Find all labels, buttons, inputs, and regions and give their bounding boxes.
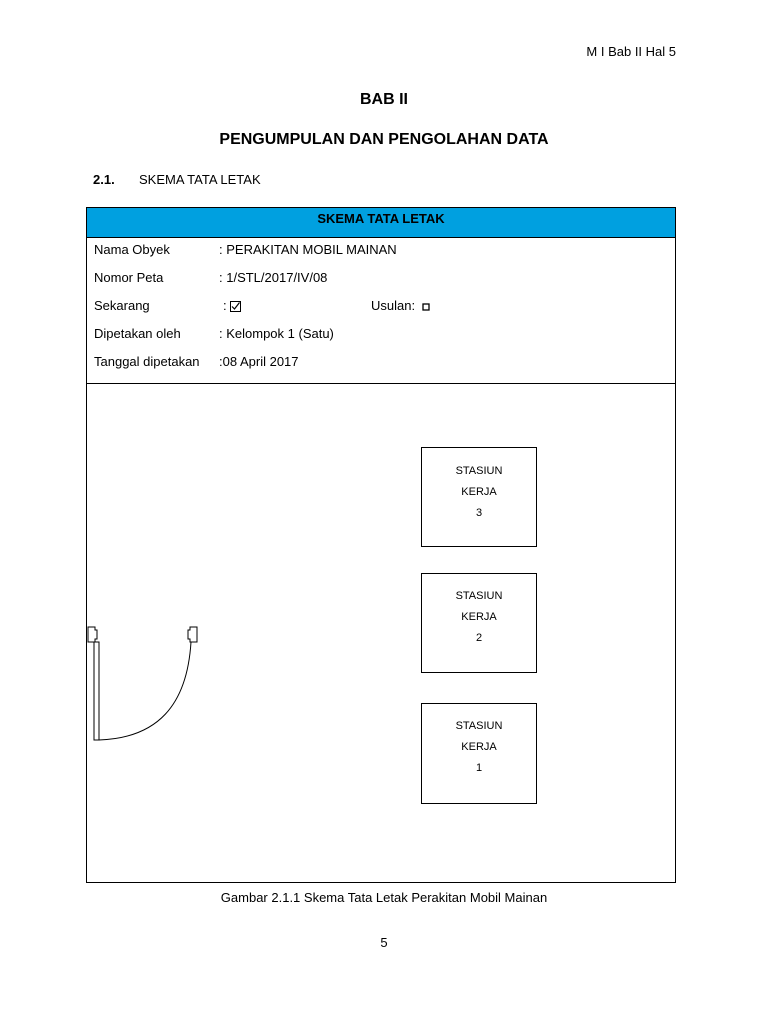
row-value-nama-obyek: : PERAKITAN MOBIL MAINAN [219, 242, 397, 257]
layout-table-frame [86, 207, 676, 883]
door-swing-icon [87, 626, 207, 746]
work-station-1 [421, 703, 537, 804]
page-header-ref: M I Bab II Hal 5 [586, 44, 676, 59]
row-value-tanggal: :08 April 2017 [219, 354, 299, 369]
row-value-dipetakan-oleh: : Kelompok 1 (Satu) [219, 326, 334, 341]
work-station-3 [421, 447, 537, 547]
table-divider [87, 383, 675, 384]
station-3-line1: STASIUN [455, 465, 503, 477]
row-value-nomor-peta: : 1/STL/2017/IV/08 [219, 270, 328, 285]
chapter-title: PENGUMPULAN DAN PENGOLAHAN DATA [219, 131, 549, 148]
figure-caption: Gambar 2.1.1 Skema Tata Letak Perakitan Mobil Mainan [220, 890, 548, 905]
page-number: 5 [380, 935, 388, 950]
station-2-number: 2 [475, 632, 483, 644]
row-label-sekarang: Sekarang [94, 298, 150, 313]
row-label-nama-obyek: Nama Obyek [94, 242, 170, 257]
station-1-line1: STASIUN [455, 720, 503, 732]
section-title: SKEMA TATA LETAK [139, 172, 261, 187]
station-2-line2: KERJA [461, 611, 497, 623]
row-label-nomor-peta: Nomor Peta [94, 270, 164, 285]
checked-box-icon [230, 301, 241, 312]
usulan-field [371, 298, 430, 313]
usulan-label: Usulan: [371, 298, 416, 313]
station-2-line1: STASIUN [455, 590, 503, 602]
station-3-number: 3 [475, 507, 483, 519]
unchecked-box-icon [422, 303, 430, 311]
sekarang-value [223, 298, 241, 313]
sekarang-colon: : [223, 298, 227, 313]
section-number: 2.1. [93, 172, 115, 187]
row-label-dipetakan-oleh: Dipetakan oleh [94, 326, 181, 341]
station-1-line2: KERJA [461, 741, 497, 753]
table-header: SKEMA TATA LETAK [87, 208, 675, 238]
row-label-tanggal: Tanggal dipetakan [94, 354, 200, 369]
work-station-2 [421, 573, 537, 673]
station-3-line2: KERJA [461, 486, 497, 498]
station-1-number: 1 [475, 762, 483, 774]
chapter-label: BAB II [360, 91, 408, 108]
